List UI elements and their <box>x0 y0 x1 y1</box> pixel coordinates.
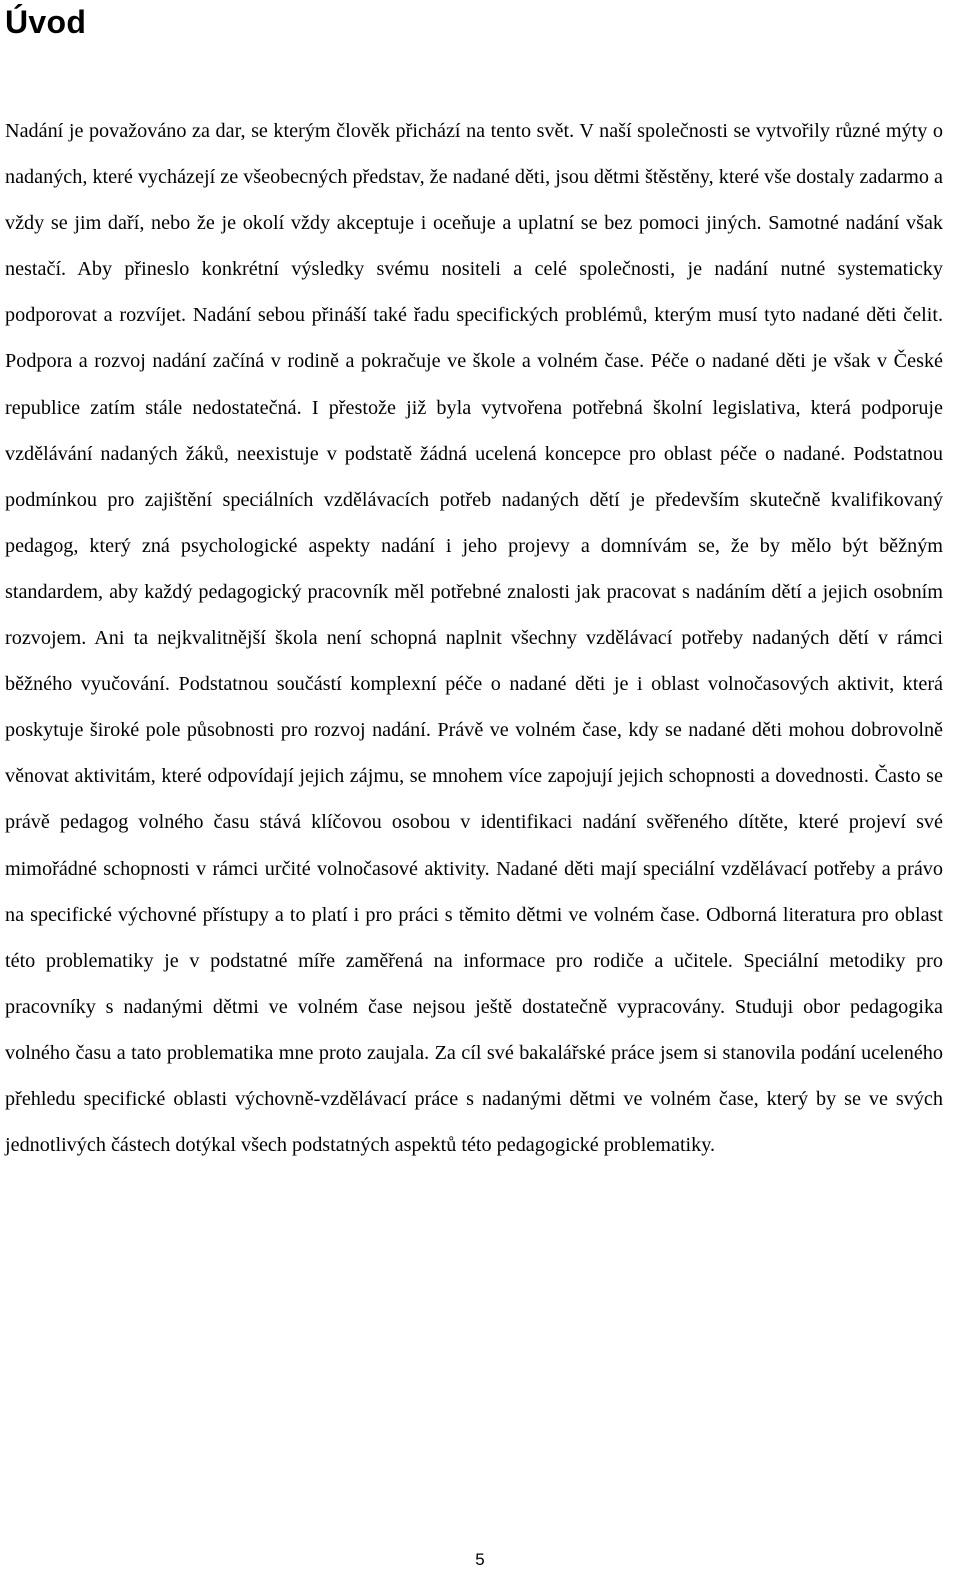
body-paragraph: Nadání je považováno za dar, se kterým člověk přichází na tento svět. V naší společnosti se vytvořily různé mýty o nadaných, které vycházejí ze všeobecných představ, že nadané děti, jsou dětmi štěstěny, které vše dostaly zadarmo a vždy se jim daří, nebo že je okolí vždy akceptuje i oceňuje a uplatní se bez pomoci jiných. Samotné nadání však nestačí. Aby přineslo konkrétní výsledky svému nositeli a celé společnosti, je nadání nutné systematicky podporovat a rozvíjet. Nadání sebou přináší také řadu specifických problémů, kterým musí tyto nadané děti čelit. Podpora a rozvoj nadání začíná v rodině a pokračuje ve škole a volném čase. Péče o nadané děti je však v České republice zatím stále nedostatečná. I přestože již byla vytvořena potřebná školní legislativa, která podporuje vzdělávání nadaných žáků, neexistuje v podstatě žádná ucelená koncepce pro oblast péče o nadané. Podstatnou podmínkou pro zajištění speciálních vzdělávacích potřeb nadaných dětí je především skutečně kvalifikovaný pedagog, který zná psychologické aspekty nadání i jeho projevy a domnívám se, že by mělo být běžným standardem, aby každý pedagogický pracovník měl potřebné znalosti jak pracovat s nadáním dětí a jejich osobním rozvojem. Ani ta nejkvalitnější škola není schopná naplnit všechny vzdělávací potřeby nadaných dětí v rámci běžného vyučování. Podstatnou součástí komplexní péče o nadané děti je i oblast volnočasových aktivit, která poskytuje široké pole působnosti pro rozvoj nadání. Právě ve volném čase, kdy se nadané děti mohou dobrovolně věnovat aktivitám, které odpovídají jejich zájmu, se mnohem více zapojují jejich schopnosti a dovednosti. Často se právě pedagog volného času stává klíčovou osobou v identifikaci nadání svěřeného dítěte, které projeví své mimořádné schopnosti v rámci určité volnočasové aktivity. Nadané děti mají speciální vzdělávací potřeby a právo na specifické výchovné přístupy a to platí i pro práci s těmito dětmi ve volném čase. Odborná literatura pro oblast této problematiky je v podstatné míře zaměřená na informace pro rodiče a učitele. Speciální metodiky pro pracovníky s nadanými dětmi ve volném čase nejsou ještě dostatečně vypracovány. Studuji obor pedagogika volného času a tato problematika mne proto zaujala. Za cíl své bakalářské práce jsem si stanovila podání uceleného přehledu specifické oblasti výchovně-vzdělávací práce s nadanými dětmi ve volném čase, který by se ve svých jednotlivých částech dotýkal všech podstatných aspektů této pedagogické problematiky. <box>5 120 943 1157</box>
section-heading: Úvod <box>5 4 87 40</box>
page-number: 5 <box>475 1550 485 1569</box>
